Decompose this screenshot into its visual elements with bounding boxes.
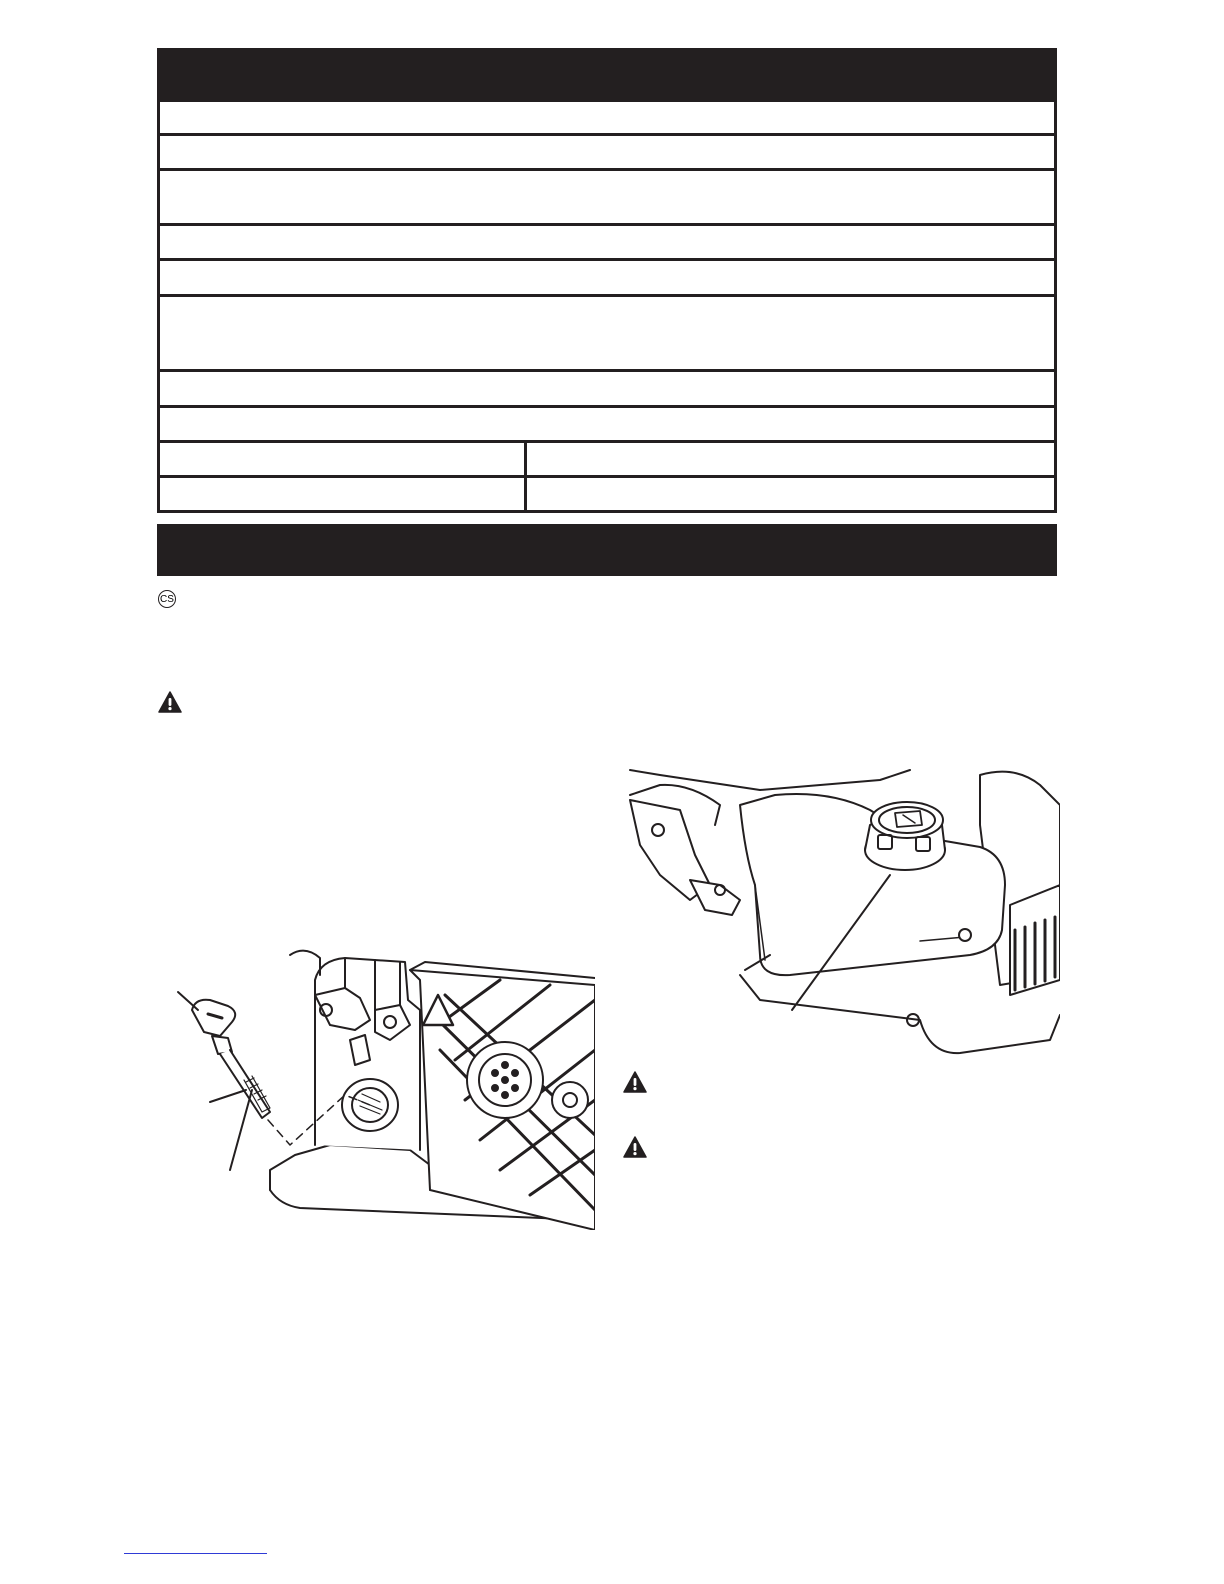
warning-icon bbox=[623, 1136, 647, 1158]
spec-row bbox=[160, 440, 1054, 443]
spec-column-divider bbox=[524, 440, 527, 513]
warning-icon bbox=[158, 691, 182, 713]
spec-row bbox=[160, 223, 1054, 226]
warning-icon bbox=[623, 1071, 647, 1093]
spec-table-header bbox=[157, 48, 1057, 100]
dipstick-illustration bbox=[170, 940, 595, 1230]
spec-row bbox=[160, 258, 1054, 261]
cs-symbol-icon: CS bbox=[158, 590, 176, 608]
spec-row bbox=[160, 369, 1054, 372]
spec-row bbox=[160, 475, 1054, 478]
section-header bbox=[157, 524, 1057, 576]
footer-link-underline[interactable] bbox=[124, 1553, 267, 1554]
spec-row bbox=[160, 133, 1054, 136]
spec-table bbox=[157, 99, 1057, 513]
spec-row bbox=[160, 405, 1054, 408]
fuel-tank-illustration bbox=[620, 765, 1060, 1060]
spec-row bbox=[160, 168, 1054, 171]
spec-row bbox=[160, 294, 1054, 297]
